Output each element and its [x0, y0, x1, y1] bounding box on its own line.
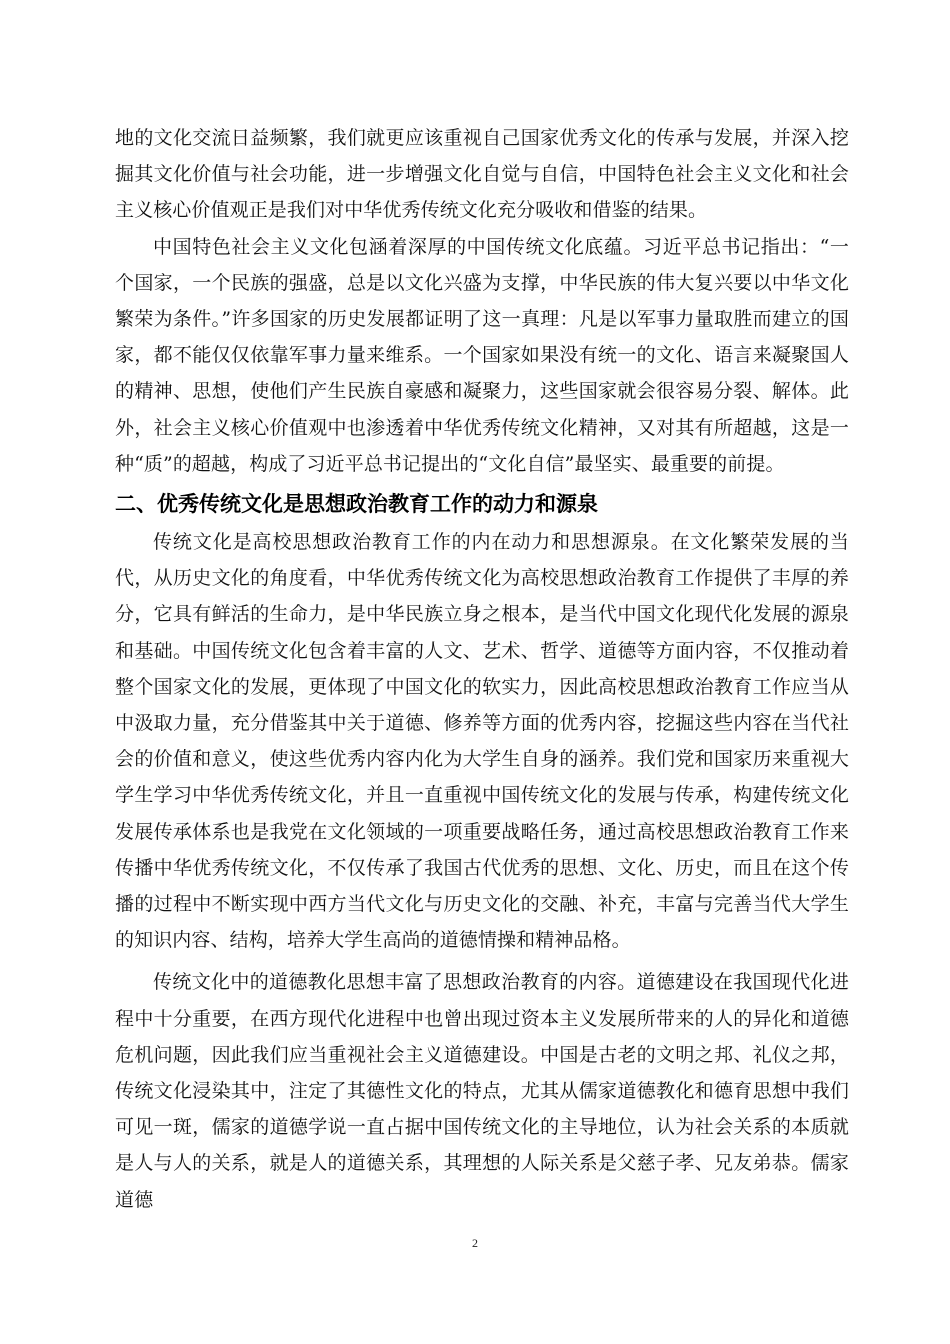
document-body: [115, 120, 849, 1218]
paragraph-moral-education: 传统文化中的道德教化思想丰富了思想政治教育的内容。道德建设在我国现代化进程中十分重要，在西方现代化进程中也曾出现过资本主义发展所带来的人的异化和道德危机问题，因此我们应当重视社会主义道德建设。中国是古老的文明之邦、礼仪之邦，传统文化浸染其中，注定了其德性文化的特点，尤其从儒家道德教化和德育思想中我们可见一斑，儒家的道德学说一直占据中国传统文化的主导地位，认为社会关系的本质就是人与人的关系，就是人的道德关系，其理想的人际关系是父慈子孝、兄友弟恭。儒家道德: [115, 971, 849, 1211]
paragraph-motivation-source: 传统文化是高校思想政治教育工作的内在动力和思想源泉。在文化繁荣发展的当代，从历史文化的角度看，中华优秀传统文化为高校思想政治教育工作提供了丰厚的养分，它具有鲜活的生命力，是中华民族立身之根本，是当代中国文化现代化发展的源泉和基础。中国传统文化包含着丰富的人文、艺术、哲学、道德等方面内容，不仅推动着整个国家文化的发展，更体现了中国文化的软实力，因此高校思想政治教育工作应当从中汲取力量，充分借鉴其中关于道德、修养等方面的优秀内容，挖掘这些内容在当代社会的价值和意义，使这些优秀内容内化为大学生自身的涵养。我们党和国家历来重视大学生学习中华优秀传统文化，并且一直重视中国传统文化的发展与传承，构建传统文化发展传承体系也是我党在文化领域的一项重要战略任务，通过高校思想政治教育工作来传播中华优秀传统文化，不仅传承了我国古代优秀的思想、文化、历史，而且在这个传播的过程中不断实现中西方当代文化与历史文化的交融、补充，丰富与完善当代大学生的知识内容、结构，培养大学生高尚的道德情操和精神品格。: [115, 531, 849, 952]
page-number: 2: [472, 1236, 478, 1250]
paragraph-continuation: 地的文化交流日益频繁，我们就更应该重视自己国家优秀文化的传承与发展，并深入挖掘其文化价值与社会功能，进一步增强文化自觉与自信，中国特色社会主义文化和社会主义核心价值观正是我们对中华优秀传统文化充分吸收和借鉴的结果。: [115, 127, 849, 222]
section-heading: 二、优秀传统文化是思想政治教育工作的动力和源泉: [115, 492, 598, 517]
paragraph-cultural-heritage: 中国特色社会主义文化包涵着深厚的中国传统文化底蕴。习近平总书记指出：“一个国家，一个民族的强盛，总是以文化兴盛为支撑，中华民族的伟大复兴要以中华文化繁荣为条件。”许多国家的历史发展都证明了这一真理：凡是以军事力量取胜而建立的国家，都不能仅仅依靠军事力量来维系。一个国家如果没有统一的文化、语言来凝聚国人的精神、思想，使他们产生民族自豪感和凝聚力，这些国家就会很容易分裂、解体。此外，社会主义核心价值观中也渗透着中华优秀传统文化精神，又对其有所超越，这是一种“质”的超越，构成了习近平总书记提出的“文化自信”最坚实、最重要的前提。: [115, 235, 849, 475]
